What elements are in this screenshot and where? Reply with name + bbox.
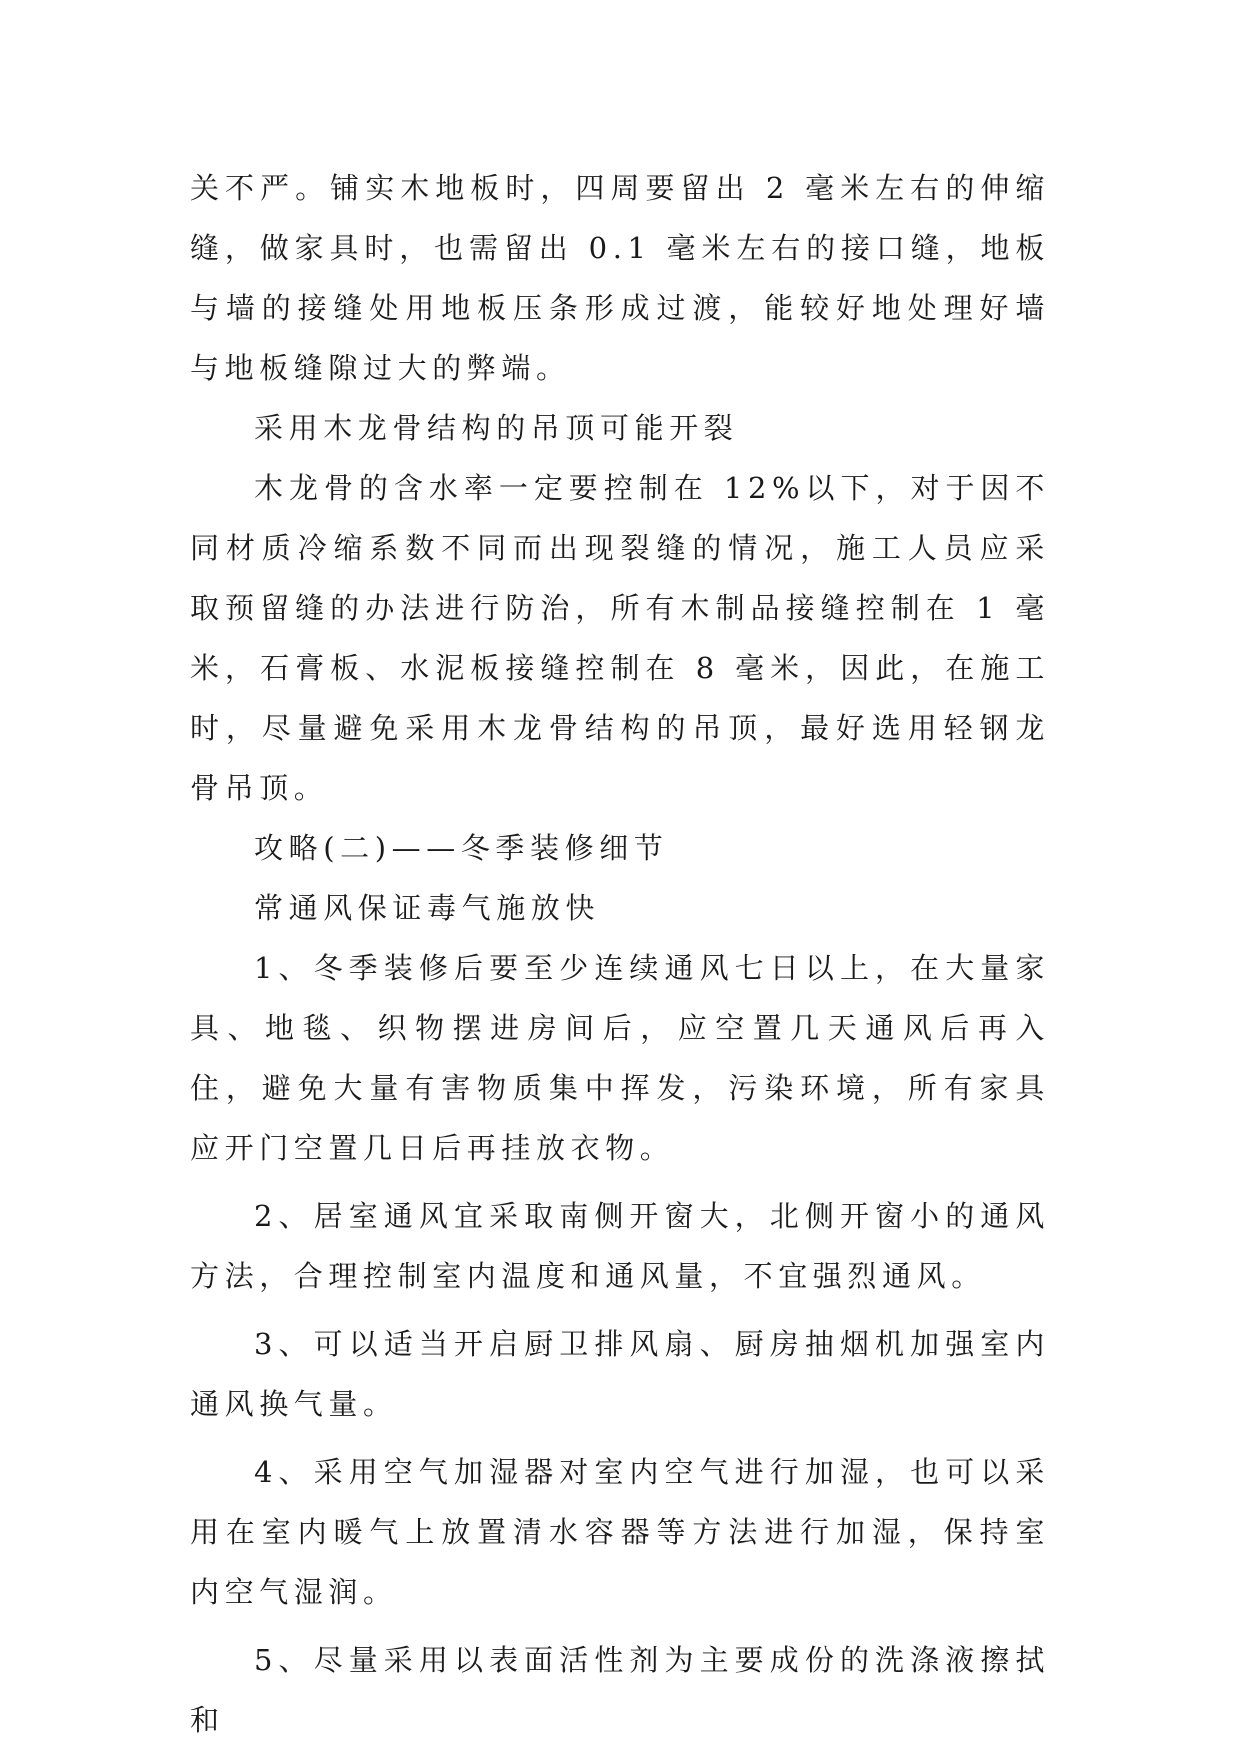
heading-wood-keel-ceiling: 采用木龙骨结构的吊顶可能开裂 bbox=[254, 411, 739, 445]
list-item-1: 1、冬季装修后要至少连续通风七日以上，在大量家具、地毯、织物摆进房间后，应空置几天通风后再入住，避免大量有害物质集中挥发，污染环境，所有家具应开门空置几日后再挂放衣物。 bbox=[190, 951, 1050, 1165]
document-body bbox=[190, 158, 1050, 1750]
list-item-5: 5、尽量采用以表面活性剂为主要成份的洗涤液擦拭和 bbox=[190, 1643, 1050, 1737]
list-item-3: 3、可以适当开启厨卫排风扇、厨房抽烟机加强室内通风换气量。 bbox=[190, 1327, 1050, 1421]
paragraph-wood-keel-moisture: 木龙骨的含水率一定要控制在 12%以下，对于因不同材质冷缩系数不同而出现裂缝的情况，施工人员应采取预留缝的办法进行防治，所有木制品接缝控制在 1 毫米，石膏板、水泥板接缝控制在 8 毫米，因此，在施工时，尽量避免采用木龙骨结构的吊顶，最好选用轻钢龙骨吊顶。 bbox=[190, 471, 1050, 805]
list-item-4: 4、采用空气加湿器对室内空气进行加湿，也可以采用在室内暖气上放置清水容器等方法进行加湿，保持室内空气湿润。 bbox=[190, 1455, 1050, 1609]
heading-strategy-two: 攻略(二)——冬季装修细节 bbox=[254, 831, 669, 865]
paragraph-flooring-gaps: 关不严。铺实木地板时，四周要留出 2 毫米左右的伸缩缝，做家具时，也需留出 0.1 毫米左右的接口缝，地板与墙的接缝处用地板压条形成过渡，能较好地处理好墙与地板缝隙过大的弊端。 bbox=[190, 171, 1050, 385]
list-item-2: 2、居室通风宜采取南侧开窗大，北侧开窗小的通风方法，合理控制室内温度和通风量，不宜强烈通风。 bbox=[190, 1199, 1050, 1293]
heading-ventilation: 常通风保证毒气施放快 bbox=[254, 891, 601, 925]
